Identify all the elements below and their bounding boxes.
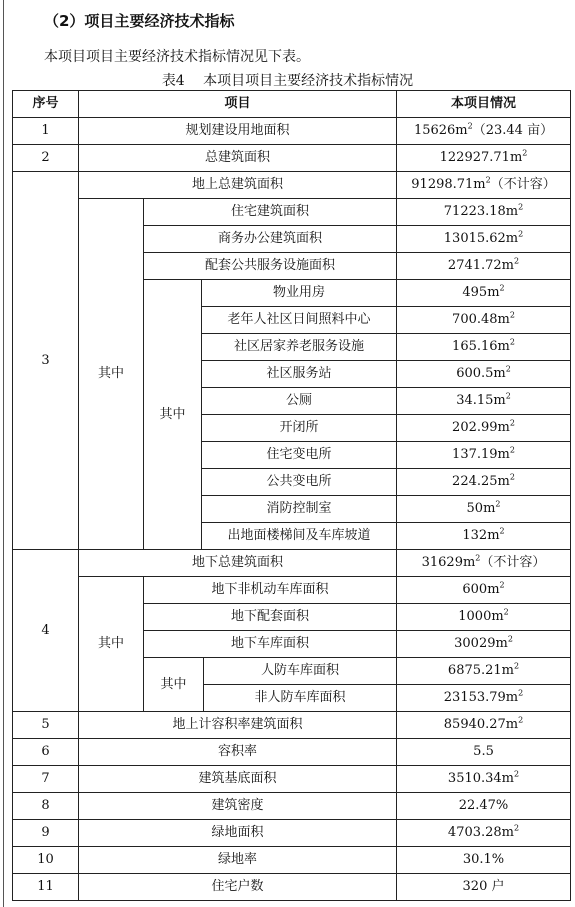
row-seq: 11: [13, 874, 79, 901]
row-item: 住宅建筑面积: [144, 199, 397, 226]
row-value: $50m^2$: [397, 496, 571, 523]
row-item: 地上总建筑面积: [79, 172, 397, 199]
row-value: $85940.27m^2$: [397, 712, 571, 739]
row-value: $202.99m^2$: [397, 415, 571, 442]
row-value: $495m^2$: [397, 280, 571, 307]
row-item: 社区居家养老服务设施: [202, 334, 397, 361]
row-item: 配套公共服务设施面积: [144, 253, 397, 280]
table-row: [13, 118, 571, 145]
row-value: 22.47%: [397, 793, 571, 820]
row-item: 人防车库面积: [204, 658, 397, 685]
row-item: 开闭所: [202, 415, 397, 442]
intro-paragraph: 本项目项目主要经济技术指标情况见下表。: [44, 49, 310, 65]
row-item: 老年人社区日间照料中心: [202, 307, 397, 334]
table-row: [13, 145, 571, 172]
group-label: 其中: [79, 577, 144, 712]
row-item: 公厕: [202, 388, 397, 415]
row-item: 住宅户数: [79, 874, 397, 901]
row-item: 地下非机动车库面积: [144, 577, 397, 604]
row-value: 30.1%: [397, 847, 571, 874]
group-label: 其中: [144, 280, 202, 550]
table-row: [13, 847, 571, 874]
row-seq: 9: [13, 820, 79, 847]
row-item: 住宅变电所: [202, 442, 397, 469]
row-value: $71223.18m^2$: [397, 199, 571, 226]
table-row: [13, 793, 571, 820]
row-value: 320 户: [397, 874, 571, 901]
row-value: 5.5: [397, 739, 571, 766]
row-value: $6875.21m^2$: [397, 658, 571, 685]
row-value: $2741.72m^2$: [397, 253, 571, 280]
header-value: 本项目情况: [397, 91, 571, 118]
row-value: $137.19m^2$: [397, 442, 571, 469]
header-item: 项目: [79, 91, 397, 118]
table-row: [13, 172, 571, 199]
row-seq: 10: [13, 847, 79, 874]
row-value: $4703.28m^2$: [397, 820, 571, 847]
row-value: $600.5m^2$: [397, 361, 571, 388]
row-value: $132m^2$: [397, 523, 571, 550]
row-value: $23153.79m^2$: [397, 685, 571, 712]
table-row: [13, 820, 571, 847]
group-label: 其中: [79, 199, 144, 550]
row-seq: 4: [13, 550, 79, 712]
row-value: $3510.34m^2$: [397, 766, 571, 793]
economic-indicators-table: [12, 90, 571, 901]
table-row: [13, 874, 571, 901]
row-item: 社区服务站: [202, 361, 397, 388]
row-item: 地下总建筑面积: [79, 550, 397, 577]
table-row: [13, 577, 571, 604]
page-left-border: [3, 0, 4, 907]
table-row: [13, 550, 571, 577]
row-value: $122927.71m^2$: [397, 145, 571, 172]
row-item: 非人防车库面积: [204, 685, 397, 712]
table-caption: 表4 本项目项目主要经济技术指标情况: [161, 73, 414, 89]
row-item: 总建筑面积: [79, 145, 397, 172]
row-value: $13015.62m^2$: [397, 226, 571, 253]
row-value: $91298.71m^2$（不计容）: [397, 172, 571, 199]
row-item: 规划建设用地面积: [79, 118, 397, 145]
row-seq: 5: [13, 712, 79, 739]
row-value: $30029m^2$: [397, 631, 571, 658]
row-value: $1000m^2$: [397, 604, 571, 631]
row-value: $165.16m^2$: [397, 334, 571, 361]
group-label: 其中: [144, 658, 204, 712]
table-row: [13, 199, 571, 226]
table-row: [13, 766, 571, 793]
row-seq: 8: [13, 793, 79, 820]
row-item: 物业用房: [202, 280, 397, 307]
row-item: 绿地面积: [79, 820, 397, 847]
row-value: $700.48m^2$: [397, 307, 571, 334]
row-item: 容积率: [79, 739, 397, 766]
row-item: 商务办公建筑面积: [144, 226, 397, 253]
row-item: 消防控制室: [202, 496, 397, 523]
row-item: 绿地率: [79, 847, 397, 874]
row-item: 建筑基底面积: [79, 766, 397, 793]
row-seq: 2: [13, 145, 79, 172]
row-seq: 6: [13, 739, 79, 766]
table-header-row: [13, 91, 571, 118]
section-heading: （2）项目主要经济技术指标: [44, 12, 235, 30]
row-item: 地下车库面积: [144, 631, 397, 658]
table-row: [13, 739, 571, 766]
table-row: [13, 712, 571, 739]
row-value: $224.25m^2$: [397, 469, 571, 496]
row-value: $600m^2$: [397, 577, 571, 604]
row-value: $15626m^2(23.44$ 亩）: [397, 118, 571, 145]
row-value: $34.15m^2$: [397, 388, 571, 415]
row-seq: 7: [13, 766, 79, 793]
row-item: 地下配套面积: [144, 604, 397, 631]
row-item: 出地面楼梯间及车库坡道: [202, 523, 397, 550]
row-item: 公共变电所: [202, 469, 397, 496]
row-value: $31629m^2$（不计容）: [397, 550, 571, 577]
row-seq: 3: [13, 172, 79, 550]
header-seq: 序号: [13, 91, 79, 118]
row-seq: 1: [13, 118, 79, 145]
row-item: 建筑密度: [79, 793, 397, 820]
row-item: 地上计容积率建筑面积: [79, 712, 397, 739]
